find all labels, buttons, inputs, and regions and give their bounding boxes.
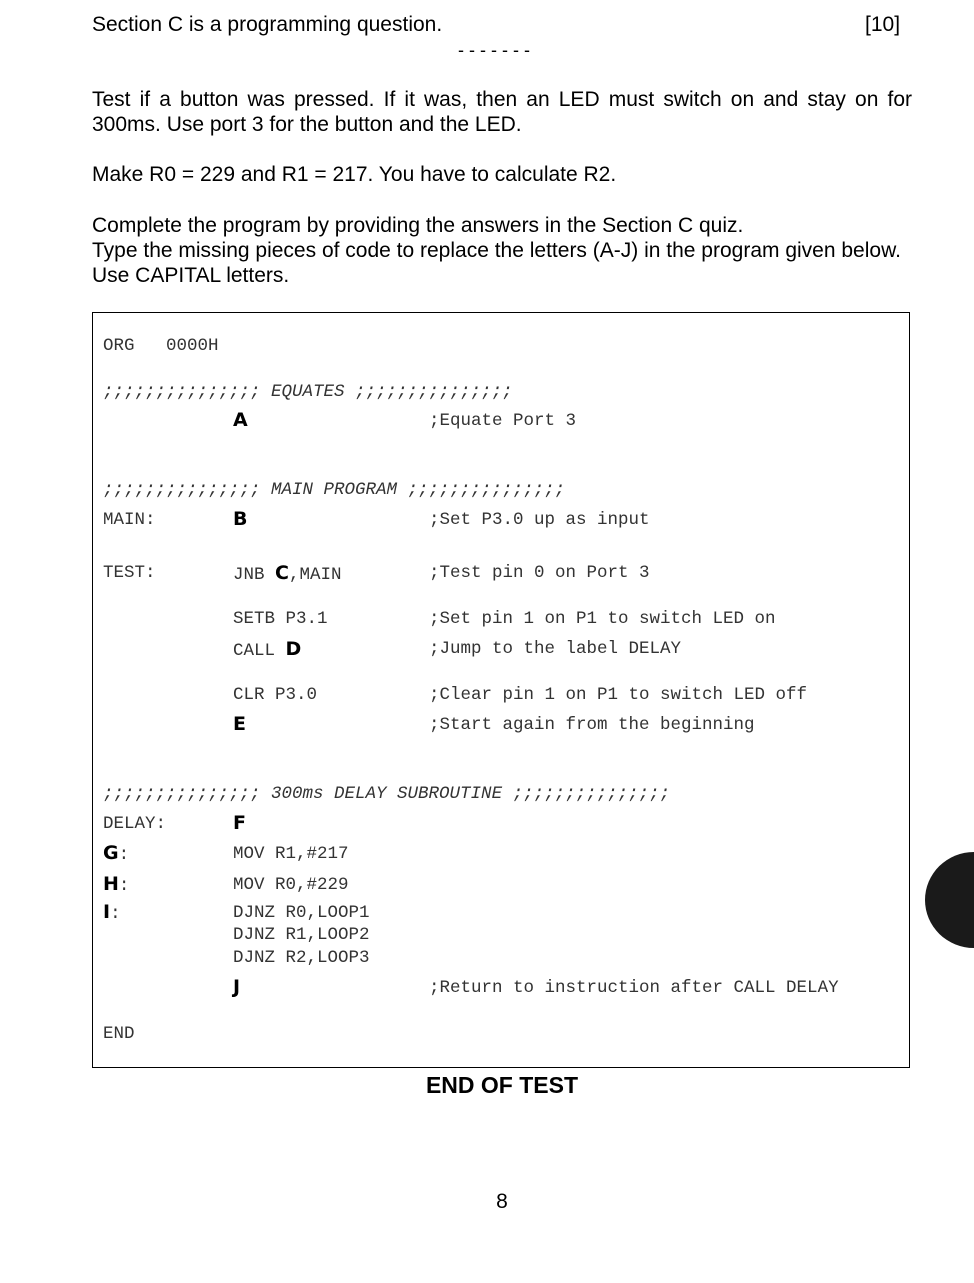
section-heading: Section C is a programming question. xyxy=(92,13,443,36)
marks-label: [10] xyxy=(865,13,901,36)
colon-h: : xyxy=(118,876,130,896)
main-label: MAIN: xyxy=(103,510,156,530)
label-h xyxy=(103,873,129,897)
blank-j: J xyxy=(233,976,241,998)
comment-j: ;Return to instruction after CALL DELAY xyxy=(429,978,839,998)
separator-dashes: - - - - - - - xyxy=(458,40,530,60)
delay-header: ;;;;;;;;;;;;;;; 300ms DELAY SUBROUTINE ;;;;;;;;;;;;;;; xyxy=(103,784,671,804)
colon-i: : xyxy=(110,904,121,924)
register-values: Make R0 = 229 and R1 = 217. You have to calculate R2. xyxy=(92,163,617,186)
dark-circle-shape xyxy=(925,852,974,948)
call-instruction xyxy=(233,638,301,662)
jnb-instruction xyxy=(233,562,341,586)
complete-instruction-2: Type the missing pieces of code to replace the letters (A-J) in the program given below. Use CAPITAL letters. xyxy=(92,239,901,287)
blank-d: D xyxy=(285,638,302,660)
org-line: ORG 0000H xyxy=(103,336,219,356)
mov-r1-instruction: MOV R1,#217 xyxy=(233,844,349,864)
test-label: TEST: xyxy=(103,563,156,583)
blank-f: F xyxy=(233,812,246,834)
blank-b: B xyxy=(233,508,248,530)
main-program-header: ;;;;;;;;;;;;;;; MAIN PROGRAM ;;;;;;;;;;;;;;; xyxy=(103,480,566,500)
blank-g: G xyxy=(103,842,119,864)
label-i xyxy=(103,901,121,925)
djnz-loop1: DJNZ R0,LOOP1 xyxy=(233,903,370,923)
call-prefix: CALL xyxy=(233,641,286,661)
end-directive: END xyxy=(103,1024,135,1044)
jnb-suffix: ,MAIN xyxy=(288,565,342,585)
page-number: 8 xyxy=(496,1190,508,1213)
comment-c: ;Test pin 0 on Port 3 xyxy=(429,563,650,583)
blank-a: A xyxy=(233,409,248,431)
comment-setb: ;Set pin 1 on P1 to switch LED on xyxy=(429,609,776,629)
blank-c: C xyxy=(275,562,289,584)
comment-d: ;Jump to the label DELAY xyxy=(429,639,682,659)
comment-a: ;Equate Port 3 xyxy=(429,411,577,431)
comment-e: ;Start again from the beginning xyxy=(429,715,755,735)
task-description: Test if a button was pressed. If it was, then an LED must switch on and stay on for 300ms. Use port 3 for the button and the LED. xyxy=(92,88,912,136)
setb-instruction: SETB P3.1 xyxy=(233,609,328,629)
delay-label: DELAY: xyxy=(103,814,167,834)
comment-clr: ;Clear pin 1 on P1 to switch LED off xyxy=(429,685,808,705)
comment-b: ;Set P3.0 up as input xyxy=(429,510,650,530)
jnb-prefix: JNB xyxy=(233,565,276,585)
complete-instruction-1: Complete the program by providing the answers in the Section C quiz. xyxy=(92,214,744,237)
djnz-loop2: DJNZ R1,LOOP2 xyxy=(233,925,370,945)
clr-instruction: CLR P3.0 xyxy=(233,685,318,705)
mov-r0-instruction: MOV R0,#229 xyxy=(233,875,349,895)
equates-header: ;;;;;;;;;;;;;;; EQUATES ;;;;;;;;;;;;;;; xyxy=(103,382,513,402)
blank-e: E xyxy=(233,713,246,735)
blank-h: H xyxy=(103,873,119,895)
blank-i: I xyxy=(103,901,111,923)
colon-g: : xyxy=(118,845,130,865)
label-g xyxy=(103,842,129,866)
end-of-test-heading: END OF TEST xyxy=(425,1072,579,1098)
djnz-loop3: DJNZ R2,LOOP3 xyxy=(233,948,370,968)
